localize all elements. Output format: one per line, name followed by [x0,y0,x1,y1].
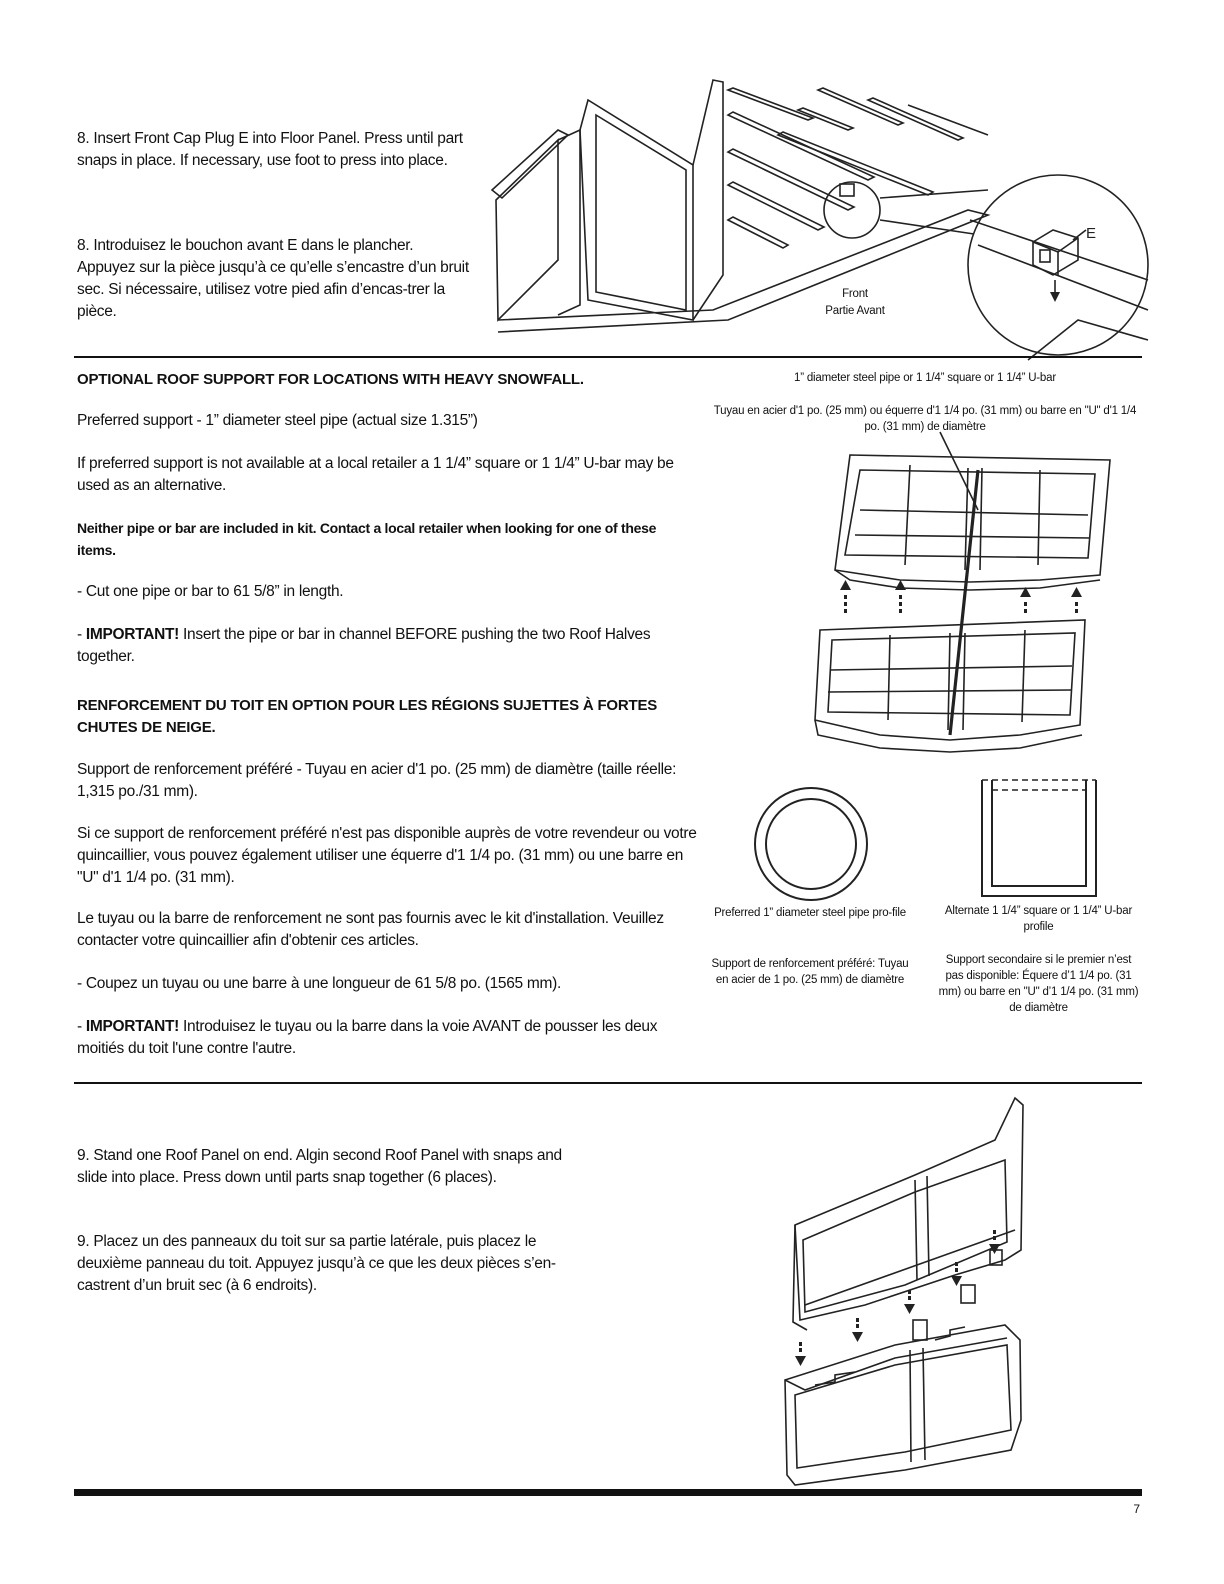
u-bar-caption-en: Alternate 1 1/4” square or 1 1/4” U-bar profile [944,905,1133,933]
roof-support-heading-fr: RENFORCEMENT DU TOIT EN OPTION POUR LES RÉGIONS SUJETTES À FORTES CHUTES DE NEIGE. [77,697,658,736]
section-divider-top [74,356,1142,358]
roof-halves-with-pipe-illustration [800,430,1130,770]
pipe-profile-illustration [748,785,874,903]
not-included-note-en: Neither pipe or bar are included in kit. Contact a local retailer when looking for one of these items. [77,520,657,558]
alternative-support-fr: Si ce support de renforcement préféré n'est pas disponible auprès de votre revendeur ou votre quincaillier, vous pouvez également utiliser une équerre d'1 1/4 po. (31 mm) ou une barre en "U" d'1 1/4 po. (31 mm). [77,825,697,886]
front-label-fr: Partie Avant [825,305,885,317]
front-label-en: Front [842,288,868,300]
step8-instruction-en: 8. Insert Front Cap Plug E into Floor Panel. Press until part snaps in place. If necessary, use foot to press into place. [77,130,463,169]
important-text-fr: Introduisez le tuyau ou la barre dans la voie AVANT de pousser les deux moitiés du toit l'une contre l'autre. [77,1018,658,1057]
important-note-en [77,624,697,668]
u-bar-profile-illustration [980,778,1100,898]
not-included-note-fr: Le tuyau ou la barre de renforcement ne sont pas fournis avec le kit d'installation. Veuillez contacter votre quincaillier afin d'obtenir ces articles. [77,910,664,949]
alternative-support-en: If preferred support is not available at a local retailer a 1 1/4” square or 1 1/4” U-bar may be used as an alternative. [77,455,674,494]
pipe-figure-label-fr: Tuyau en acier d'1 po. (25 mm) ou équerre d'1 1/4 po. (31 mm) ou barre en "U" d'1 1/4 po. (31 mm) de diamètre [713,405,1137,433]
important-label: IMPORTANT! [85,626,180,643]
step9-instruction-fr: 9. Placez un des panneaux du toit sur sa partie latérale, puis placez le deuxième panneau du toit. Appuyez jusqu’à ce que les deux pièces s’en-castrent d’un bruit sec (à 6 endroits). [77,1233,556,1294]
callout-letter-e: E [1086,225,1097,242]
important-label-fr: IMPORTANT! [85,1018,180,1035]
step9-instruction-en: 9. Stand one Roof Panel on end. Algin second Roof Panel with snaps and slide into place. Press down until parts snap together (6 places). [77,1147,562,1186]
important-text-en: Insert the pipe or bar in channel BEFORE pushing the two Roof Halves together. [77,626,651,665]
important-dash: - [77,626,86,643]
pipe-caption-en: Preferred 1” diameter steel pipe pro-file [714,907,906,919]
section-divider-middle [74,1082,1142,1084]
footer-rule [74,1489,1142,1496]
page-number: 7 [1133,1502,1140,1516]
preferred-support-en: Preferred support - 1” diameter steel pipe (actual size 1.315”) [77,412,478,429]
pipe-caption-fr: Support de renforcement préféré: Tuyau en acier de 1 po. (25 mm) de diamètre [711,958,909,986]
pipe-figure-label-en: 1” diameter steel pipe or 1 1/4” square or 1 1/4” U-bar [794,372,1056,384]
important-dash-fr: - [77,1018,86,1035]
step8-instruction-fr: 8. Introduisez le bouchon avant E dans le plancher. Appuyez sur la pièce jusqu’à ce qu’elle s’encastre d’un bruit sec. Si nécessaire, utilisez votre pied afin d’encas-trer la pièce. [77,237,469,320]
roof-support-heading-en: OPTIONAL ROOF SUPPORT FOR LOCATIONS WITH HEAVY SNOWFALL. [77,371,584,388]
step9-roof-panels-illustration [775,1090,1035,1485]
cut-instruction-fr: - Coupez un tuyau ou une barre à une longueur de 61 5/8 po. (1565 mm). [77,975,561,992]
cut-instruction-en: - Cut one pipe or bar to 61 5/8” in length. [77,583,344,600]
u-bar-caption-fr: Support secondaire si le premier n’est pas disponible: Équere d’1 1/4 po. (31 mm) ou barre en "U" d’1 1/4 po. (31 mm) de diamètre [938,954,1139,1014]
important-note-fr [77,1016,707,1060]
preferred-support-fr: Support de renforcement préféré - Tuyau en acier d'1 po. (25 mm) de diamètre (taille réelle: 1,315 po./31 mm). [77,761,677,800]
